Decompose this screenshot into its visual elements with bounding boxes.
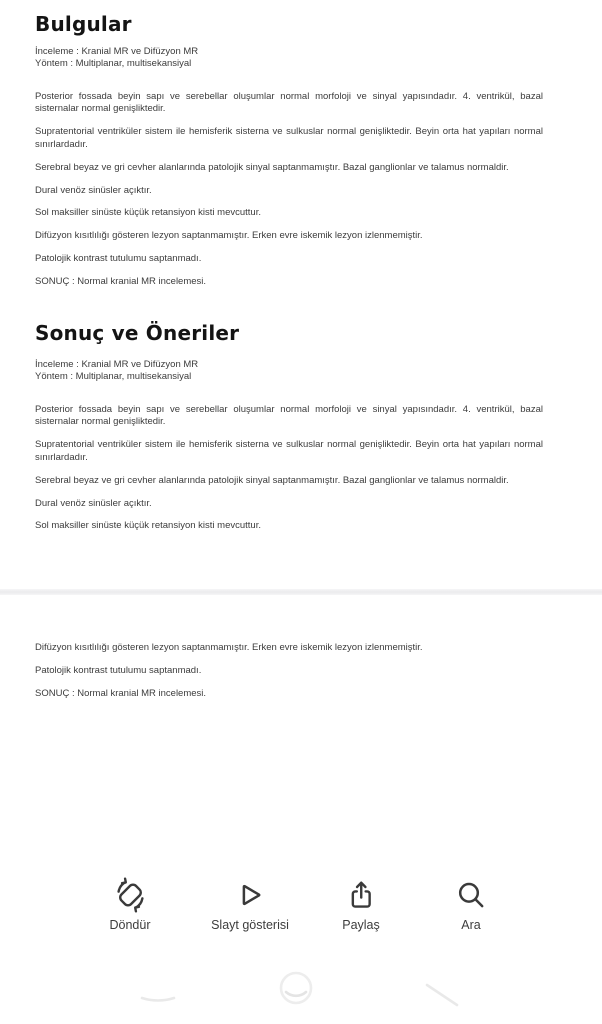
paragraph: Posterior fossada beyin sapı ve serebellar oluşumlar normal morfoloji ve sinyal yapısındadır. 4. ventrikül, bazal sisternalar normal genişliktedir. xyxy=(35,91,543,115)
paragraph: Supratentorial ventriküler sistem ile hemisferik sisterna ve sulkuslar normal genişliktedir. Beyin orta hat yapıları normal sınırlardadır. xyxy=(35,126,543,150)
rotate-button[interactable] xyxy=(110,877,151,933)
paragraph: Difüzyon kısıtlılığı gösteren lezyon saptanmamıştır. Erken evre iskemik lezyon izlenmemiştir. xyxy=(35,642,423,653)
paragraph: Posterior fossada beyin sapı ve serebellar oluşumlar normal morfoloji ve sinyal yapısındadır. 4. ventrikül, bazal sisternalar normal genişliktedir. xyxy=(35,404,543,428)
findings-heading: Bulgular xyxy=(35,12,132,37)
search-icon xyxy=(453,877,489,913)
conclusion-meta xyxy=(35,359,543,384)
nav-back-ghost-icon[interactable] xyxy=(424,982,460,1013)
method-line: Yöntem : Multiplanar, multisekansiyal xyxy=(35,371,192,383)
nav-home-ghost-icon[interactable] xyxy=(278,970,314,1011)
share-icon xyxy=(343,877,379,913)
slideshow-button[interactable] xyxy=(211,877,289,933)
exam-line: İnceleme : Kranial MR ve Difüzyon MR xyxy=(35,46,199,57)
share-button[interactable] xyxy=(342,877,380,933)
page-separator xyxy=(0,589,602,595)
conclusion-line: SONUÇ : Normal kranial MR incelemesi. xyxy=(35,687,207,699)
conclusion-line: SONUÇ : Normal kranial MR incelemesi. xyxy=(35,276,207,288)
search-button-label: Ara xyxy=(461,918,481,932)
nav-recents-ghost-icon[interactable] xyxy=(138,992,178,1011)
paragraph: Patolojik kontrast tutulumu saptanmadı. xyxy=(35,664,202,676)
paragraph: Dural venöz sinüsler açıktır. xyxy=(35,184,152,196)
paragraph: Sol maksiller sinüste küçük retansiyon kisti mevcuttur. xyxy=(35,207,261,219)
paragraph: Difüzyon kısıtlılığı gösteren lezyon saptanmamıştır. Erken evre iskemik lezyon izlenmemiştir. xyxy=(35,230,423,242)
paragraph: Patolojik kontrast tutulumu saptanmadı. xyxy=(35,253,202,265)
search-button[interactable] xyxy=(453,877,489,933)
paragraph: Supratentorial ventriküler sistem ile hemisferik sisterna ve sulkuslar normal genişliktedir. Beyin orta hat yapıları normal sınırlardadır. xyxy=(35,439,543,463)
conclusion-paragraphs xyxy=(35,404,543,543)
slideshow-button-label: Slayt gösterisi xyxy=(211,918,289,932)
slideshow-play-icon xyxy=(232,877,268,913)
rotate-icon xyxy=(112,877,148,913)
rotate-button-label: Döndür xyxy=(109,918,151,932)
share-button-label: Paylaş xyxy=(342,918,380,932)
paragraph: Dural venöz sinüsler açıktır. xyxy=(35,497,152,509)
page2-paragraphs xyxy=(35,642,543,711)
paragraph: Serebral beyaz ve gri cevher alanlarında patolojik sinyal saptanmamıştır. Bazal ganglionlar ve talamus normaldir. xyxy=(35,474,509,486)
findings-paragraphs xyxy=(35,91,543,299)
paragraph: Sol maksiller sinüste küçük retansiyon kisti mevcuttur. xyxy=(35,520,261,532)
findings-meta xyxy=(35,46,543,71)
bottom-toolbar xyxy=(0,877,602,939)
conclusion-heading: Sonuç ve Öneriler xyxy=(35,321,240,346)
paragraph: Serebral beyaz ve gri cevher alanlarında patolojik sinyal saptanmamıştır. Bazal ganglionlar ve talamus normaldir. xyxy=(35,161,509,173)
exam-line: İnceleme : Kranial MR ve Difüzyon MR xyxy=(35,359,199,370)
method-line: Yöntem : Multiplanar, multisekansiyal xyxy=(35,58,192,70)
